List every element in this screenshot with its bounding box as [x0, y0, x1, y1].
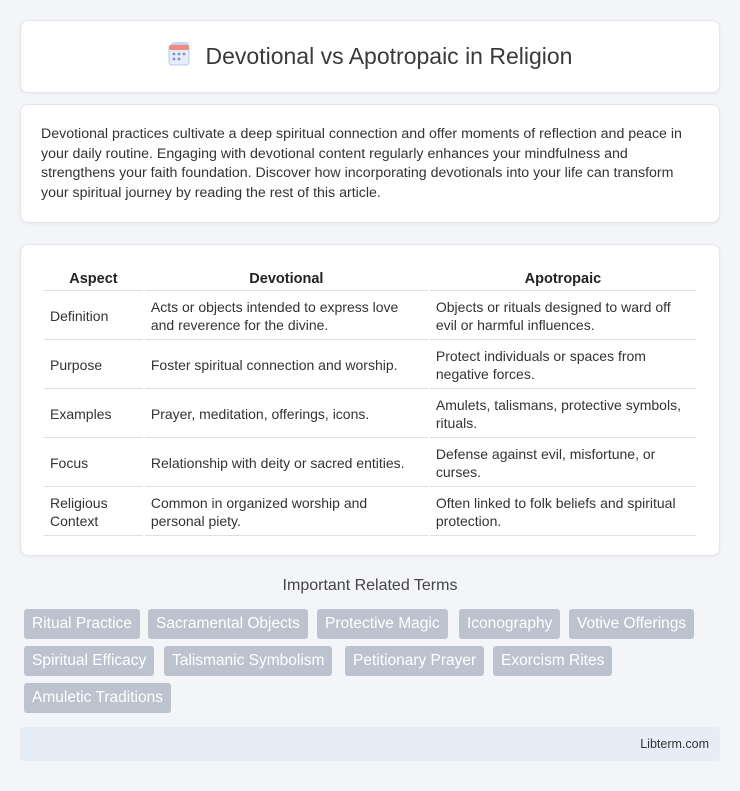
tag-protective-magic[interactable]: Protective Magic — [317, 609, 448, 639]
tag-spiritual-efficacy[interactable]: Spiritual Efficacy — [24, 646, 154, 676]
table-row — [44, 391, 696, 438]
tag-votive-offerings[interactable]: Votive Offerings — [569, 609, 694, 639]
table-cell-devotional: Prayer, meditation, offerings, icons. — [145, 391, 428, 438]
comparison-table-card — [20, 244, 720, 556]
table-cell-devotional: Foster spiritual connection and worship. — [145, 342, 428, 389]
tag-iconography[interactable]: Iconography — [459, 609, 560, 639]
table-row — [44, 342, 696, 389]
table-cell-apotropaic: Often linked to folk beliefs and spiritual protection. — [430, 489, 696, 536]
table-cell-devotional: Acts or objects intended to express love and reverence for the divine. — [145, 293, 428, 340]
column-header-devotional: Devotional — [145, 267, 428, 291]
header-inner — [168, 41, 573, 72]
column-header-aspect: Aspect — [44, 267, 143, 291]
table-cell-apotropaic: Amulets, talismans, protective symbols, rituals. — [430, 391, 696, 438]
tag-exorcism-rites[interactable]: Exorcism Rites — [493, 646, 612, 676]
table-cell-aspect: Purpose — [44, 342, 143, 389]
table-cell-apotropaic: Objects or rituals designed to ward off evil or harmful influences. — [430, 293, 696, 340]
table-cell-aspect: Religious Context — [44, 489, 143, 536]
comparison-table — [42, 265, 698, 538]
intro-paragraph: Devotional practices cultivate a deep spiritual connection and offer moments of reflection and peace in your daily routine. Engaging with devotional content regularly enhances your mindfulness and strengthens your faith foundation. Discover how incorporating devotionals into your life can transform your spiritual journey by reading the rest of this article. — [41, 126, 682, 201]
tag-talismanic-symbolism[interactable]: Talismanic Symbolism — [164, 646, 332, 676]
table-row — [44, 489, 696, 536]
footer — [20, 727, 720, 761]
tag-sacramental-objects[interactable]: Sacramental Objects — [148, 609, 308, 639]
related-terms-title: Important Related Terms — [282, 577, 458, 594]
footer-site-link[interactable]: Libterm.com — [640, 737, 709, 751]
table-cell-devotional: Common in organized worship and personal piety. — [145, 489, 428, 536]
tag-petitionary-prayer[interactable]: Petitionary Prayer — [345, 646, 484, 676]
table-cell-aspect: Examples — [44, 391, 143, 438]
intro-card — [20, 104, 720, 223]
table-cell-devotional: Relationship with deity or sacred entities. — [145, 440, 428, 487]
tag-ritual-practice[interactable]: Ritual Practice — [24, 609, 140, 639]
page-title: Devotional vs Apotropaic in Religion — [205, 43, 573, 69]
table-cell-aspect: Definition — [44, 293, 143, 340]
table-cell-apotropaic: Defense against evil, misfortune, or curses. — [430, 440, 696, 487]
header-card — [20, 20, 720, 93]
table-row — [44, 440, 696, 487]
document-stack-icon — [168, 41, 192, 72]
table-row — [44, 293, 696, 340]
table-cell-aspect: Focus — [44, 440, 143, 487]
column-header-apotropaic: Apotropaic — [430, 267, 696, 291]
tag-amuletic-traditions[interactable]: Amuletic Traditions — [24, 683, 171, 713]
table-cell-apotropaic: Protect individuals or spaces from negative forces. — [430, 342, 696, 389]
table-header-row — [44, 267, 696, 291]
